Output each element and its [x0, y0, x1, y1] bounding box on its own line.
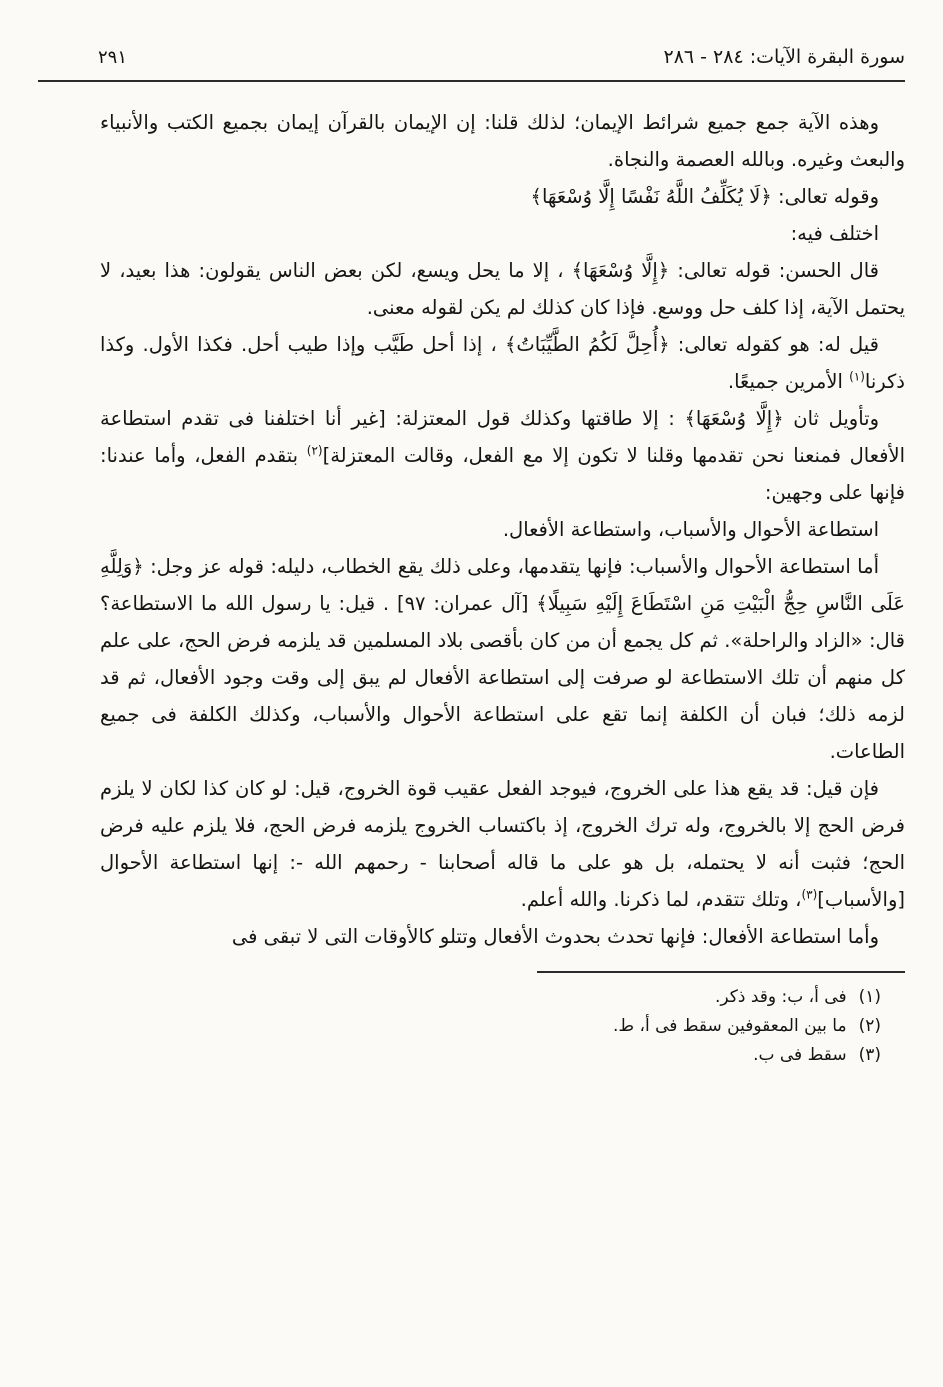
body-paragraph: استطاعة الأحوال والأسباب، واستطاعة الأفعال. — [502, 518, 879, 541]
footnote-item — [38, 983, 881, 1012]
footnote-text: فى أ، ب: وقد ذكر. — [715, 987, 847, 1007]
footnotes-section — [38, 971, 905, 1070]
footnote-marker: (١) — [858, 987, 881, 1007]
footnote-separator — [537, 971, 905, 973]
body-paragraph: وتأويل ثان ﴿إِلَّا وُسْعَهَا﴾ : إلا طاقتها وكذلك قول المعتزلة: [غير أنا اختلفنا فى تقدم استطاعة الأفعال فمنعنا نحن تقدمها وقلنا لا تكون إلا مع الفعل، وقالت المعتزلة]$^{(٢)}$ بتقدم الفعل، وأما عندنا: فإنها على وجهين: — [100, 407, 906, 504]
footnote-item — [38, 1012, 881, 1041]
body-paragraph: أما استطاعة الأحوال والأسباب: فإنها يتقدمها، وعلى ذلك يقع الخطاب، دليله: قوله عز وجل: ﴿وَلِلَّهِ عَلَى النَّاسِ حِجُّ الْبَيْتِ مَنِ اسْتَطَاعَ إِلَيْهِ سَبِيلًا﴾ [آل عمران: ٩٧] . قيل: يا رسول الله ما الاستطاعة؟ قال: «الزاد والراحلة». ثم كل يجمع أن من كان بأقصى بلاد المسلمين قد يلزمه فرض الحج، على علم كل منهم أن تلك الاستطاعة لو صرفت إلى استطاعة الأفعال لم يبق إلى وقت وجود الأفعال، ثم قد لزمه ذلك؛ فبان أن الكلفة إنما تقع على استطاعة الأحوال والأسباب، وكذلك الكلفة فى جميع الطاعات. — [100, 555, 905, 763]
body-paragraph: وهذه الآية جمع جميع شرائط الإيمان؛ لذلك قلنا: إن الإيمان بالقرآن إيمان بجميع الكتب والأنبياء والبعث وغيره. وبالله العصمة والنجاة. — [100, 111, 905, 171]
section-title: سورة البقرة الآيات: ٢٨٤ - ٢٨٦ — [663, 46, 905, 68]
body-paragraph: قال الحسن: قوله تعالى: ﴿إِلَّا وُسْعَهَا﴾ ، إلا ما يحل ويسع، لكن بعض الناس يقولون: هذا بعيد، لا يحتمل الآية، إذا كلف حل ووسع. فإذا كان كذلك لم يكن لقوله معنى. — [100, 259, 905, 319]
body-paragraph: وأما استطاعة الأفعال: فإنها تحدث بحدوث الأفعال وتتلو كالأوقات التى لا تبقى فى — [231, 925, 879, 948]
footnote-text: سقط فى ب. — [753, 1045, 847, 1065]
footnote-marker: (٢) — [858, 1016, 881, 1036]
page-header — [38, 46, 905, 82]
body-paragraph: اختلف فيه: — [790, 222, 879, 245]
footnote-list — [38, 983, 905, 1070]
footnote-marker: (٣) — [858, 1045, 881, 1065]
body-text — [38, 82, 905, 955]
body-paragraph-verse: وقوله تعالى: ﴿لَا يُكَلِّفُ اللَّهُ نَفْسًا إِلَّا وُسْعَهَا﴾ — [530, 185, 879, 208]
footnote-text: ما بين المعقوفين سقط فى أ، ط. — [612, 1016, 847, 1036]
body-paragraph: فإن قيل: قد يقع هذا على الخروج، فيوجد الفعل عقيب قوة الخروج، قيل: لو كان كذا لكان لا يلزم فرض الحج إلا بالخروج، وله ترك الخروج، إذ باكتساب الخروج يلزمه فرض الحج، فلا يلزم عليه فرض الحج؛ فثبت أنه لا يحتمله، بل هو على ما قاله أصحابنا - رحمهم الله -: إنها استطاعة الأحوال [والأسباب]$^{(٣)}$، وتلك تتقدم، لما ذكرنا. والله أعلم. — [100, 777, 905, 911]
page-number: ٢٩١ — [98, 47, 128, 68]
body-paragraph: قيل له: هو كقوله تعالى: ﴿أُحِلَّ لَكُمُ الطَّيِّبَاتُ﴾ ، إذا أحل طَيَّب وإذا طيب أحل. فكذا الأول. وكذا ذكرنا$^{(١)}$ الأمرين جميعًا. — [100, 333, 905, 393]
footnote-item — [38, 1041, 881, 1070]
